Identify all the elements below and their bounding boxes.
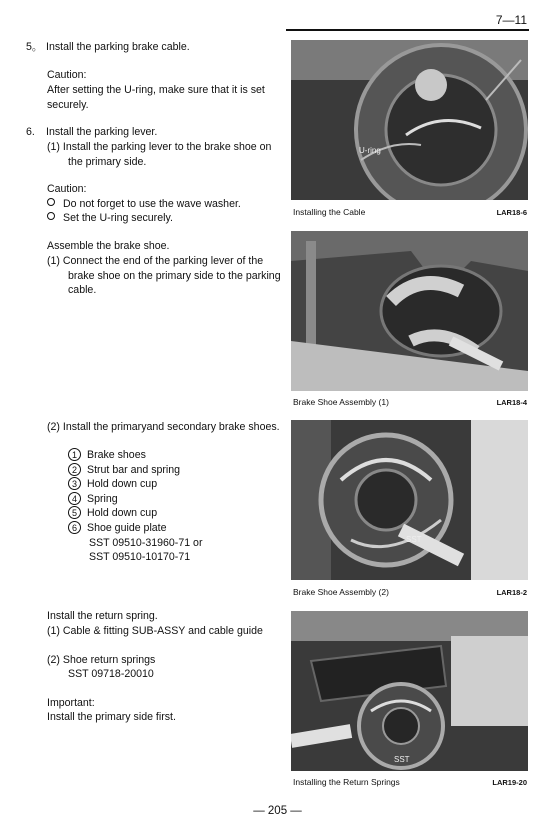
part-label: Hold down cup [87,507,158,520]
step-6-title: Install the parking lever. [46,126,158,138]
return-spring-sst: SST 09718-20010 [68,668,154,680]
parts-list-item [68,477,268,492]
photo-label: U-ring [359,146,381,155]
assemble-substep-2: (2) Install the primaryand secondary brake shoes. [47,421,280,433]
parts-list [68,448,268,565]
step-5-caution-text: After setting the U-ring, make sure that it is set securely. [47,84,265,111]
photo-label: SST [406,535,422,544]
bullet-icon [47,198,55,206]
step-6-caution-bullet-1 [47,197,277,212]
important-text: Install the primary side first. [47,711,176,723]
step-5-caution-label: Caution: [47,69,87,81]
photo-code: LAR19-20 [492,778,527,787]
assemble-substep-1: (1) Connect the end of the parking lever of the brake shoe on the primary side to the parking cable. [47,255,281,297]
bullet-text: Set the U-ring securely. [63,212,173,224]
parts-list-item [68,521,268,536]
photo-caption: Installing the Return Springs [293,777,400,787]
step-5-heading [26,40,276,55]
photo-code: LAR18-2 [496,588,527,597]
step-6-number: 6. [26,126,35,138]
bullet-icon [47,212,55,220]
photo-caption: Brake Shoe Assembly (1) [293,397,389,407]
step-6-heading [26,125,276,140]
header-rule [286,29,529,31]
part-number-circle: 2 [68,463,81,476]
part-number-circle: 6 [68,521,81,534]
parts-list-item [68,448,268,463]
part-label: Shoe guide plate [87,521,167,534]
return-spring-substep-1: (1) Cable & fitting SUB-ASSY and cable guide [47,625,263,637]
part-label: Brake shoes [87,449,146,461]
assemble-heading: Assemble the brake shoe. [47,240,170,252]
page-number: — 205 — [253,805,302,817]
page-section-number: 7—11 [495,13,527,27]
photo-code: LAR18-4 [496,398,527,407]
part-number-circle: 1 [68,448,81,461]
step-6-caution-bullet-2 [47,211,277,226]
photo-caption: Brake Shoe Assembly (2) [293,587,389,597]
part-number-circle: 4 [68,492,81,505]
important-label: Important: [47,697,95,709]
step-6-substep-1: (1) Install the parking lever to the brake shoe on the primary side. [47,141,272,168]
part-number-circle: 3 [68,477,81,490]
photo-brake-shoe-assembly-2 [291,420,528,580]
photo-installing-cable [291,40,528,200]
photo-installing-return-springs [291,611,528,771]
parts-list-item [68,506,268,521]
sst-line-1: SST 09510-31960-71 or [89,536,203,549]
step-5-title: Install the parking brake cable. [46,41,190,53]
photo-caption: Installing the Cable [293,207,366,217]
bullet-text: Do not forget to use the wave washer. [63,198,241,210]
step-5-number: 5。 [26,41,43,53]
return-spring-heading: Install the return spring. [47,610,158,622]
photo-code: LAR18-6 [496,208,527,217]
part-label: Strut bar and spring [87,463,181,476]
parts-list-item [68,463,268,478]
step-6-caution-label: Caution: [47,183,87,195]
photo-brake-shoe-assembly-1 [291,231,528,391]
return-spring-substep-2: (2) Shoe return springs [47,654,156,666]
part-number-circle: 5 [68,506,81,519]
photo-label: SST [394,755,410,764]
parts-list-item [68,492,268,507]
part-label: Spring [87,492,118,505]
part-label: Hold down cup [87,478,158,491]
sst-line-2: SST 09510-10170-71 [89,551,191,564]
